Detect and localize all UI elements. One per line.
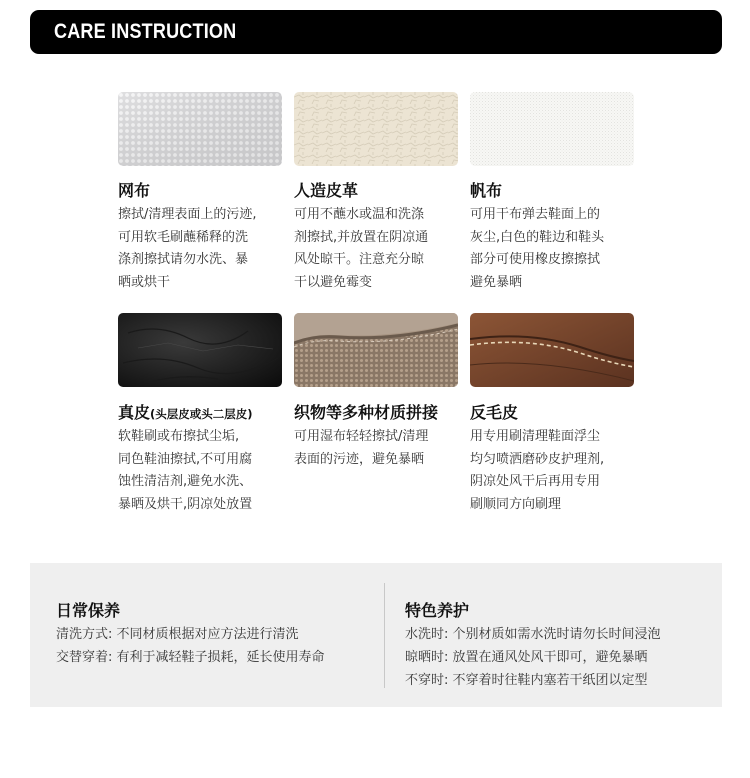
special-care-line: 晾晒时: 放置在通风处风干即可，避免暴晒 (405, 650, 648, 665)
mixed-fabric-swatch (294, 313, 458, 387)
special-care-title: 特色养护 (405, 601, 470, 620)
canvas-title: 帆布 (470, 181, 503, 200)
daily-care-line: 清洗方式: 不同材质根据对应方法进行清洗 (56, 627, 299, 642)
mesh-title: 网布 (118, 181, 151, 200)
banner-title: CARE INSTRUCTION (54, 20, 237, 43)
synthetic-leather-title: 人造皮革 (294, 181, 359, 200)
suede-title: 反毛皮 (470, 403, 519, 422)
suede-swatch (470, 313, 634, 387)
suede-description: 用专用刷清理鞋面浮尘 均匀喷洒磨砂皮护理剂, 阴凉处风干后再用专用 刷顺同方向刷理 (470, 429, 605, 512)
daily-care-line: 交替穿着: 有利于减轻鞋子损耗，延长使用寿命 (56, 650, 325, 665)
canvas-swatch (470, 92, 634, 166)
genuine-leather-swatch (118, 313, 282, 387)
special-care-line: 水洗时: 个别材质如需水洗时请勿长时间浸泡 (405, 627, 661, 642)
mesh-swatch (118, 92, 282, 166)
genuine-leather-description: 软鞋刷或布擦拭尘垢, 同色鞋油擦拭,不可用腐 蚀性清洁剂,避免水洗、 暴晒及烘干,阴凉处放置 (118, 429, 253, 512)
synthetic-leather-swatch (294, 92, 458, 166)
special-care-line: 不穿时: 不穿着时往鞋内塞若干纸团以定型 (405, 673, 648, 688)
synthetic-leather-description: 可用不蘸水或温和洗涤 剂擦拭,并放置在阴凉通 风处晾干。注意充分晾 干以避免霉变 (294, 207, 429, 290)
genuine-leather-note: (头层皮或头二层皮) (150, 407, 253, 421)
care-divider (384, 583, 385, 688)
daily-care-title: 日常保养 (56, 601, 121, 620)
genuine-leather-title: 真皮(头层皮或头二层皮) (118, 403, 253, 422)
care-instruction-banner (30, 10, 722, 54)
canvas-description: 可用干布弹去鞋面上的 灰尘,白色的鞋边和鞋头 部分可使用橡皮擦擦拭 避免暴晒 (470, 207, 605, 290)
mixed-fabric-title: 织物等多种材质拼接 (294, 403, 439, 422)
mixed-fabric-description: 可用湿布轻轻擦拭/清理 表面的污迹，避免暴晒 (294, 429, 429, 467)
mesh-description: 擦拭/清理表面上的污迹, 可用软毛刷蘸稀释的洗 涤剂擦拭请勿水洗、暴 晒或烘干 (118, 207, 257, 290)
